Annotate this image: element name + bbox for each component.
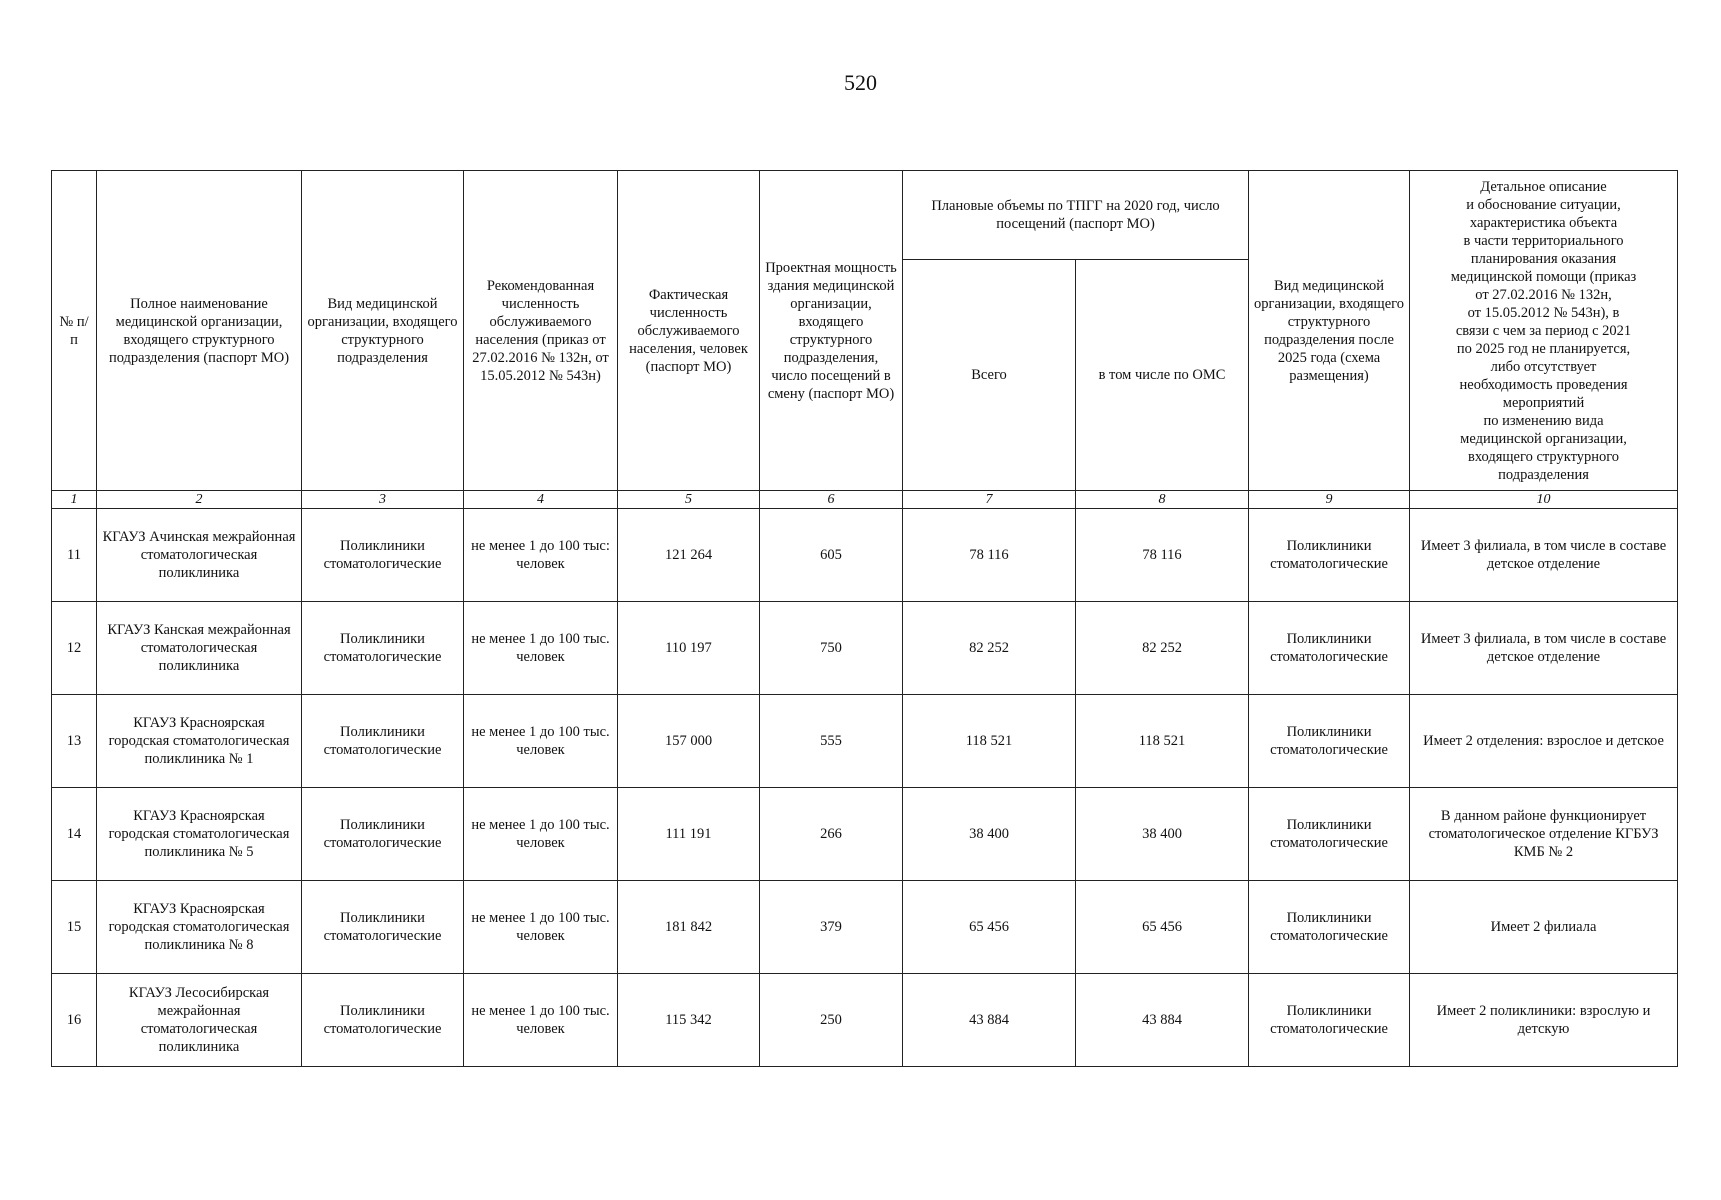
table-row <box>52 602 1678 695</box>
description: Имеет 2 поликлиники: взрослую и детскую <box>1410 974 1678 1067</box>
description: В данном районе функционирует стоматологическое отделение КГБУЗ КМБ № 2 <box>1410 788 1678 881</box>
design-capacity: 750 <box>760 602 903 695</box>
planned-total: 118 521 <box>903 695 1076 788</box>
org-name: КГАУЗ Красноярская городская стоматологическая поликлиника № 1 <box>97 695 302 788</box>
planned-total: 65 456 <box>903 881 1076 974</box>
header-col-recommended-population: Рекомендованная численность обслуживаемого населения (приказ от 27.02.2016 № 132н, от 15.05.2012 № 543н) <box>464 171 618 491</box>
planned-total: 82 252 <box>903 602 1076 695</box>
table-row <box>52 695 1678 788</box>
header-group-planned-volumes: Плановые объемы по ТПГГ на 2020 год, число посещений (паспорт МО) <box>903 171 1249 260</box>
column-number: 3 <box>302 491 464 509</box>
org-type: Поликлиники стоматологические <box>302 695 464 788</box>
column-number: 8 <box>1076 491 1249 509</box>
actual-population: 181 842 <box>618 881 760 974</box>
actual-population: 121 264 <box>618 509 760 602</box>
design-capacity: 250 <box>760 974 903 1067</box>
header-col-design-capacity: Проектная мощность здания медицинской организации, входящего структурного подразделения, число посещений в смену (паспорт МО) <box>760 171 903 491</box>
header-col-total: Всего <box>903 260 1076 491</box>
table-row <box>52 881 1678 974</box>
planned-oms: 43 884 <box>1076 974 1249 1067</box>
planned-oms: 38 400 <box>1076 788 1249 881</box>
org-type: Поликлиники стоматологические <box>302 788 464 881</box>
row-number: 12 <box>52 602 97 695</box>
facilities-table <box>51 170 1678 1067</box>
planned-total: 38 400 <box>903 788 1076 881</box>
actual-population: 157 000 <box>618 695 760 788</box>
planned-oms: 118 521 <box>1076 695 1249 788</box>
column-number: 4 <box>464 491 618 509</box>
actual-population: 111 191 <box>618 788 760 881</box>
org-type: Поликлиники стоматологические <box>302 974 464 1067</box>
table-row <box>52 509 1678 602</box>
header-col-actual-population: Фактическая численность обслуживаемого населения, человек (паспорт МО) <box>618 171 760 491</box>
org-type: Поликлиники стоматологические <box>302 881 464 974</box>
header-col-description: Детальное описание и обоснование ситуации, характеристика объекта в части территориального планирования оказания медицинской помощи (приказ от 27.02.2016 № 132н, от 15.05.2012 № 543н), в связи с чем за период с 2021 по 2025 год не планируется, либо отсутствует необходимость проведения мероприятий по изменению вида медицинской организации, входящего структурного подразделения <box>1410 171 1678 491</box>
column-number: 1 <box>52 491 97 509</box>
org-name: КГАУЗ Лесосибирская межрайонная стоматологическая поликлиника <box>97 974 302 1067</box>
column-number: 9 <box>1249 491 1410 509</box>
recommended-population: не менее 1 до 100 тыс. человек <box>464 974 618 1067</box>
column-number: 10 <box>1410 491 1678 509</box>
recommended-population: не менее 1 до 100 тыс. человек <box>464 602 618 695</box>
org-type-after-2025: Поликлиники стоматологические <box>1249 695 1410 788</box>
org-type: Поликлиники стоматологические <box>302 602 464 695</box>
org-type-after-2025: Поликлиники стоматологические <box>1249 788 1410 881</box>
recommended-population: не менее 1 до 100 тыс. человек <box>464 695 618 788</box>
description: Имеет 3 филиала, в том числе в составе детское отделение <box>1410 509 1678 602</box>
org-name: КГАУЗ Ачинская межрайонная стоматологическая поликлиника <box>97 509 302 602</box>
org-type-after-2025: Поликлиники стоматологические <box>1249 974 1410 1067</box>
description: Имеет 3 филиала, в том числе в составе детское отделение <box>1410 602 1678 695</box>
org-type-after-2025: Поликлиники стоматологические <box>1249 509 1410 602</box>
column-number-row <box>52 491 1678 509</box>
row-number: 14 <box>52 788 97 881</box>
recommended-population: не менее 1 до 100 тыс. человек <box>464 881 618 974</box>
description: Имеет 2 филиала <box>1410 881 1678 974</box>
planned-oms: 82 252 <box>1076 602 1249 695</box>
row-number: 11 <box>52 509 97 602</box>
actual-population: 110 197 <box>618 602 760 695</box>
org-name: КГАУЗ Канская межрайонная стоматологическая поликлиника <box>97 602 302 695</box>
org-name: КГАУЗ Красноярская городская стоматологическая поликлиника № 8 <box>97 881 302 974</box>
column-number: 7 <box>903 491 1076 509</box>
planned-total: 78 116 <box>903 509 1076 602</box>
recommended-population: не менее 1 до 100 тыс: человек <box>464 509 618 602</box>
org-name: КГАУЗ Красноярская городская стоматологическая поликлиника № 5 <box>97 788 302 881</box>
header-col-number: № п/п <box>52 171 97 491</box>
planned-oms: 65 456 <box>1076 881 1249 974</box>
org-type: Поликлиники стоматологические <box>302 509 464 602</box>
design-capacity: 605 <box>760 509 903 602</box>
table-header <box>52 171 1678 491</box>
recommended-population: не менее 1 до 100 тыс. человек <box>464 788 618 881</box>
planned-oms: 78 116 <box>1076 509 1249 602</box>
planned-total: 43 884 <box>903 974 1076 1067</box>
design-capacity: 555 <box>760 695 903 788</box>
table-row <box>52 974 1678 1067</box>
row-number: 13 <box>52 695 97 788</box>
description: Имеет 2 отделения: взрослое и детское <box>1410 695 1678 788</box>
row-number: 15 <box>52 881 97 974</box>
table-row <box>52 788 1678 881</box>
actual-population: 115 342 <box>618 974 760 1067</box>
org-type-after-2025: Поликлиники стоматологические <box>1249 881 1410 974</box>
header-col-org-name: Полное наименование медицинской организации, входящего структурного подразделения (паспорт МО) <box>97 171 302 491</box>
header-col-oms: в том числе по ОМС <box>1076 260 1249 491</box>
design-capacity: 266 <box>760 788 903 881</box>
header-col-org-type: Вид медицинской организации, входящего структурного подразделения <box>302 171 464 491</box>
column-number: 6 <box>760 491 903 509</box>
design-capacity: 379 <box>760 881 903 974</box>
column-number: 5 <box>618 491 760 509</box>
page-number: 520 <box>844 70 877 95</box>
column-number: 2 <box>97 491 302 509</box>
header-col-type-after-2025: Вид медицинской организации, входящего структурного подразделения после 2025 года (схема размещения) <box>1249 171 1410 491</box>
org-type-after-2025: Поликлиники стоматологические <box>1249 602 1410 695</box>
row-number: 16 <box>52 974 97 1067</box>
